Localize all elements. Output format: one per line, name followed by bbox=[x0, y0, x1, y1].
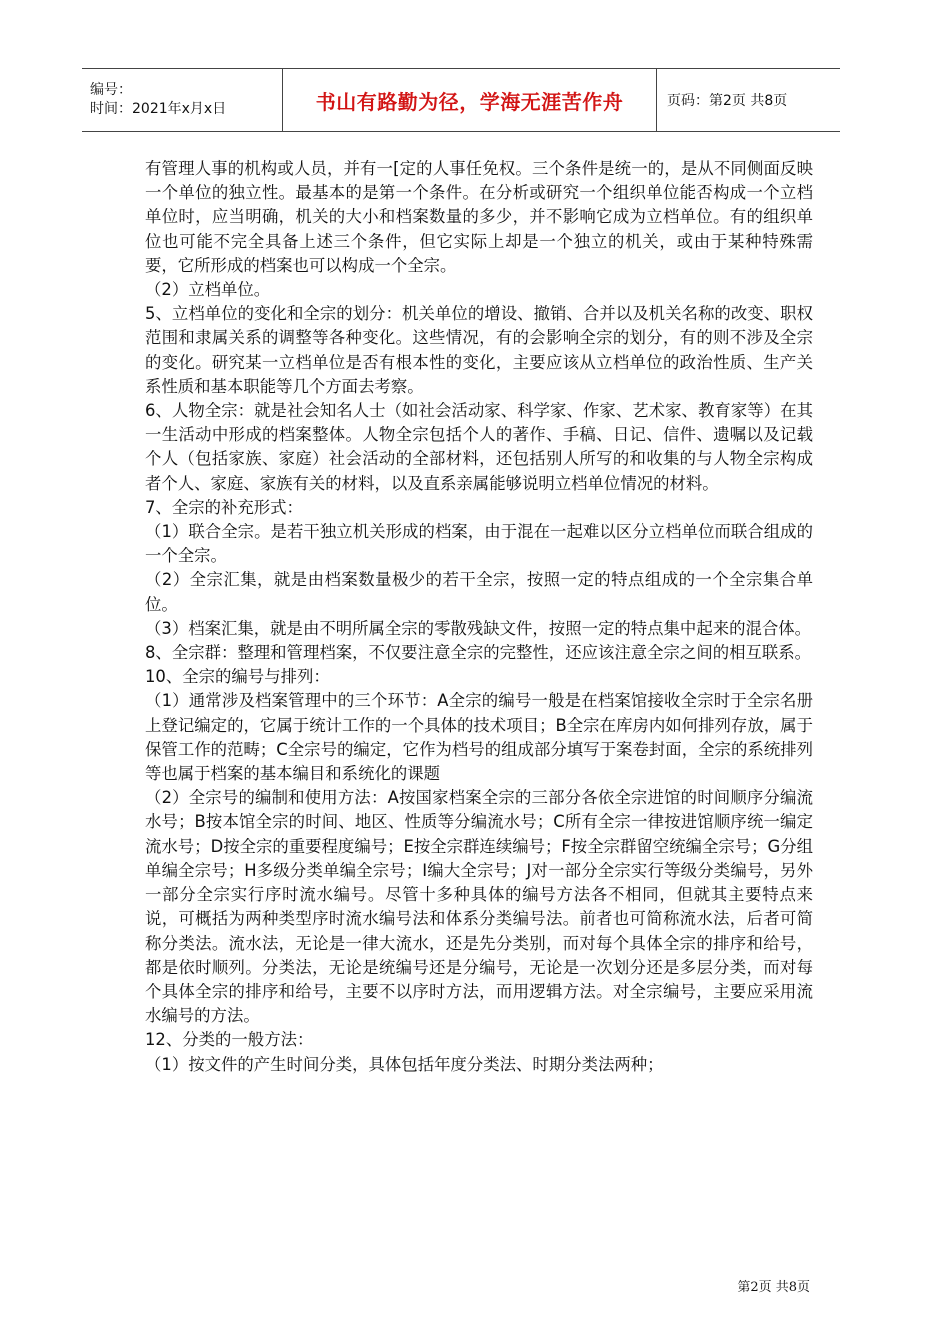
motto-text: 书山有路勤为径，学海无涯苦作舟 bbox=[315, 89, 624, 114]
paragraph: （3）档案汇集，就是由不明所属全宗的零散残缺文件，按照一定的特点集中起来的混合体。 bbox=[145, 618, 812, 638]
paragraph: 6、人物全宗：就是社会知名人士（如社会活动家、科学家、作家、艺术家、教育家等）在其一生活动中形成的档案整体。人物全宗包括个人的著作、手稿、日记、信件、遗嘱以及记载个人（包括家族、家庭）社会活动的全部材料，还包括别人所写的和收集的与人物全宗构成者个人、家庭、家族有关的材料，以及直系亲属能够说明立档单位情况的材料。 bbox=[145, 401, 813, 493]
paragraph: （2）全宗汇集，就是由档案数量极少的若干全宗，按照一定的特点组成的一个全宗集合单位。 bbox=[145, 570, 813, 614]
document-body bbox=[145, 157, 813, 1077]
header-meta bbox=[82, 69, 282, 131]
paragraph: 7、全宗的补充形式： bbox=[145, 497, 303, 517]
paragraph: （1）通常涉及档案管理中的三个环节：A全宗的编号一般是在档案馆接收全宗时于全宗名册上登记编定的，它属于统计工作的一个具体的技术项目；B全宗在库房内如何排列存放，属于保管工作的范畴；C全宗号的编定，它作为档号的组成部分填写于案卷封面，全宗的系统排列等也属于档案的基本编目和系统化的课题 bbox=[145, 691, 813, 784]
paragraph: 10、全宗的编号与排列： bbox=[145, 667, 330, 687]
header-page-label: 页码：第2页 共8页 bbox=[667, 93, 788, 109]
page-header bbox=[82, 68, 840, 132]
header-page bbox=[657, 69, 840, 131]
paragraph: （1）联合全宗。是若干独立机关形成的档案，由于混在一起难以区分立档单位而联合组成的一个全宗。 bbox=[145, 522, 813, 566]
paragraph: 12、分类的一般方法： bbox=[145, 1030, 314, 1050]
paragraph: （2）全宗号的编制和使用方法：A按国家档案全宗的三部分各依全宗进馆的时间顺序分编流水号；B按本馆全宗的时间、地区、性质等分编流水号；C所有全宗一律按进馆顺序统一编定流水号；D按全宗的重要程度编号；E按全宗群连续编号；F按全宗群留空统编全宗号；G分组单编全宗号；H多级分类单编全宗号；I编大全宗号；J对一部分全宗实行等级分类编号，另外一部分全宗实行序时流水编号。尽管十多种具体的编号方法各不相同，但就其主要特点来说，可概括为两种类型序时流水编号法和体系分类编号法。前者也可简称流水法，后者可简称分类法。流水法，无论是一律大流水，还是先分类别，而对每个具体全宗的排序和给号，都是依时顺列。分类法，无论是统编号还是分编号，无论是一次划分还是多层分类，而对每个具体全宗的排序和给号，主要不以序时方法，而用逻辑方法。对全宗编号，主要应采用流水编号的方法。 bbox=[145, 788, 813, 1026]
paragraph: 8、全宗群：整理和管理档案，不仅要注意全宗的完整性，还应该注意全宗之间的相互联系。 bbox=[145, 643, 812, 663]
date-label: 时间：2021年x月x日 bbox=[90, 101, 227, 117]
code-label: 编号： bbox=[90, 82, 132, 98]
paragraph: 有管理人事的机构或人员，并有一[定的人事任免权。三个条件是统一的，是从不同侧面反映一个单位的独立性。最基本的是第一个条件。在分析或研究一个组织单位能否构成一个立档单位时，应当明确，机关的大小和档案数量的多少，并不影响它成为立档单位。有的组织单位也可能不完全具备上述三个条件，但它实际上却是一个独立的机关，或由于某种特殊需要，它所形成的档案也可以构成一个全宗。 bbox=[145, 159, 813, 275]
footer-page-number: 第2页 共8页 bbox=[737, 1280, 810, 1295]
page-footer bbox=[737, 1276, 810, 1295]
paragraph: 5、立档单位的变化和全宗的划分：机关单位的增设、撤销、合并以及机关名称的改变、职权范围和隶属关系的调整等各种变化。这些情况，有的会影响全宗的划分，有的则不涉及全宗的变化。研究某一立档单位是否有根本性的变化，主要应该从立档单位的政治性质、生产关系性质和基本职能等几个方面去考察。 bbox=[145, 304, 813, 396]
paragraph: （1）按文件的产生时间分类，具体包括年度分类法、时期分类法两种； bbox=[145, 1054, 664, 1074]
header-motto bbox=[282, 69, 657, 131]
paragraph: （2）立档单位。 bbox=[145, 280, 271, 300]
